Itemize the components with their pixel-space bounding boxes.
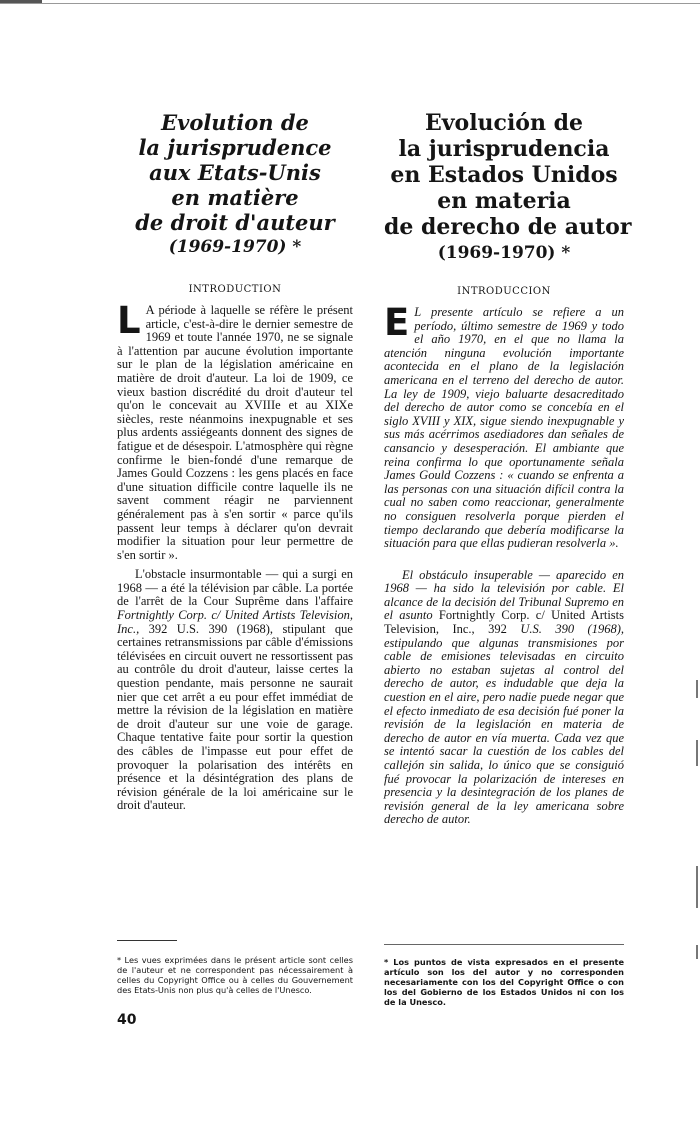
- spanish-title-line: de derecho de autor: [384, 214, 632, 240]
- spanish-paragraph-2-text: El obstáculo insuperable — aparecido en 1968 — ha sido la televisión por cable. El alcance de la decisión del Tribunal Supremo en el asunto: [384, 567, 624, 623]
- margin-mark: [696, 866, 698, 908]
- french-body: [117, 299, 353, 813]
- top-corner-mark: [0, 0, 42, 3]
- french-paragraph-1-text: A période à laquelle se réfère le présent article, c'est-à-dire le dernier semestre de 1969 et toute l'année 1970, ne se signale à l'attention par aucune évolution importante sur le plan de la législation américaine en matière de droit d'auteur. La loi de 1909, ce vieux bastion discrédité du droit d'auteur tel qu'on le concevait au XVIIIe et au XIXe siècles, reste néanmoins inexpugnable et ses plus ardents assiégeants donnent des signes de fatigue et de désespoir. L'atmosphère qui règne confirme le bien-fondé d'une remarque de James Gould Cozzens : les gens placés en face d'une situation difficile contre laquelle ils ne savent comment réagir ne parviennent généralement pas à s'en sortir « parce qu'ils passent leur temps à déclarer qu'on devrait modifier la situation pour leur permettre de s'en sortir ».: [117, 303, 353, 562]
- margin-mark: [696, 680, 698, 698]
- spanish-paragraph-2: [384, 569, 624, 827]
- spanish-case-reporter: U.S.: [520, 622, 542, 637]
- page-number: 40: [117, 1012, 137, 1028]
- spanish-paragraph-1: [384, 301, 624, 551]
- french-title-line: Evolution de: [161, 110, 309, 135]
- top-border-line: [0, 3, 700, 4]
- french-title-line: la jurisprudence: [138, 135, 332, 160]
- spanish-title-years: (1969-1970) *: [437, 243, 571, 263]
- spanish-footnote-rule: [384, 944, 624, 945]
- spanish-title-line: Evolución de: [424, 110, 584, 136]
- margin-mark: [696, 740, 698, 766]
- french-paragraph-2-text: L'obstacle insurmontable — qui a surgi en 1968 — a été la télévision par câble. La portée de l'arrêt de la Cour Suprême dans l'affaire: [117, 567, 353, 609]
- french-title-line: aux Etats-Unis: [149, 160, 321, 185]
- french-intro-heading: INTRODUCTION: [188, 284, 282, 295]
- spanish-body: [384, 301, 625, 827]
- spanish-title: [384, 110, 632, 266]
- spanish-case-number: 392: [474, 622, 521, 637]
- spanish-title-line: en Estados Unidos: [390, 162, 618, 188]
- spanish-dropcap: E: [384, 301, 410, 344]
- spanish-paragraph-2-text-end: 390 (1968), estipulando que algunas transmisiones por cable de emisiones televisadas en circuito abierto no estaban sujetas al control del derecho de autor, es indudable que deja la cuestion en el aire, pero nadie puede negar que el efecto inmediato de esa decisión fué poner la revisión de la legislación en materia de derecho de autor en vía muerta. Cada vez que se intentó sacar la cuestión de los cables del callejón sin salida, lo único que se consiguió fué provocar la polarización de intereses en presencia y la desintegración de los planes de revisión general de la ley americana sobre derecho de autor.: [384, 622, 625, 827]
- spanish-intro-heading: INTRODUCCION: [457, 286, 551, 297]
- french-paragraph-1: [117, 299, 353, 562]
- spanish-footnote: * Los puntos de vista expresados en el presente artículo son los del autor y no corresponden necesariamente con los del Copyright Office o con los del Gobierno de los Estados Unidos ni con los de la Unesco.: [384, 957, 624, 1007]
- spanish-case-name: Fortnightly Corp. c/ United Artists Television, Inc.,: [384, 608, 625, 637]
- french-title-line: en matière: [171, 185, 299, 210]
- margin-mark: [696, 945, 698, 959]
- french-title-line: de droit d'auteur: [135, 210, 335, 235]
- spanish-title-line: la jurisprudencia: [398, 136, 610, 162]
- french-title-years: (1969-1970) *: [168, 237, 302, 257]
- spanish-title-line: en materia: [437, 188, 571, 214]
- french-case-name: Fortnightly Corp. c/ United Artists Television, Inc.,: [117, 608, 353, 636]
- french-dropcap: L: [117, 299, 141, 342]
- french-footnote: * Les vues exprimées dans le présent article sont celles de l'auteur et ne correspondent pas nécessairement à celles du Copyright Office ou à celles du Gouvernement des Etats-Unis non plus qu'à celles de l'Unesco.: [117, 955, 353, 995]
- french-paragraph-2-text-end: 392 U.S. 390 (1968), stipulant que certaines retransmissions par câble d'émissions télévisées en circuit ouvert ne ressortissent pas au contrôle du droit d'auteur, laisse certes la question pendante, mais personne ne saurait nier que cet arrêt a eu pour effet immédiat de mettre la révision de la législation en matière de droit d'auteur sur une voie de garage. Chaque tentative faite pour sortir la question des câbles de l'impasse eut pour effet de provoquer la polarisation des intérêts en présence et la désintégration des plans de révision générale de la loi américaine sur le droit d'auteur.: [117, 621, 353, 813]
- spanish-paragraph-1-text: L presente artículo se refiere a un período, último semestre de 1969 y todo el año 1970, en el que no llama la atención ninguna evolución importante acontecida en el plano de la legislación americana en el terreno del derecho de autor. La ley de 1909, viejo baluarte desacreditado del derecho de autor como se concebía en el siglo XVIII y XIX, sigue siendo inexpugnable y sus más acérrimos asediadores dan señales de cansancio y desesperación. El ambiante que reina confirma lo que oportunamente señala James Gould Cozzens : « cuando se enfrenta a las personas con una situación difícil contra la cual no saben como reaccionar, generalmente no consiguen resolverla porque pierden el tiempo declarando que debería modificarse la situación para que ellas pudieran resolverla ».: [384, 305, 624, 551]
- french-title: [117, 110, 353, 260]
- french-paragraph-2: [117, 568, 353, 813]
- french-footnote-rule: [117, 940, 177, 941]
